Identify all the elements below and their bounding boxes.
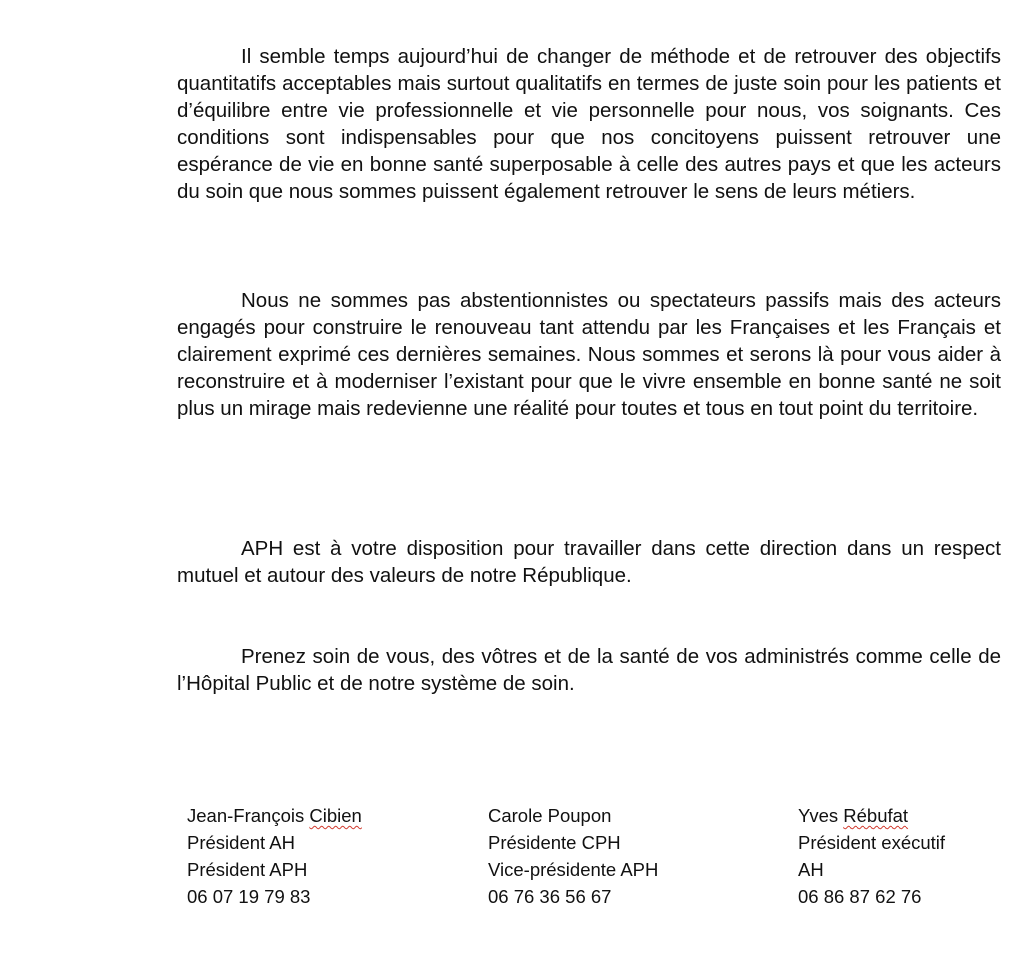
signatory-role-2: AH [798, 859, 824, 880]
paragraph-4-text: Prenez soin de vous, des vôtres et de la santé de vos administrés comme celle de l’Hôpital Public et de notre système de soin. [177, 645, 1001, 695]
paragraph-2 [177, 287, 1001, 422]
signatory-phone: 06 07 19 79 83 [187, 886, 311, 907]
signatory-first-name: Yves [798, 805, 839, 826]
paragraph-3-text: APH est à votre disposition pour travailler dans cette direction dans un respect mutuel et autour des valeurs de notre République. [177, 537, 1001, 587]
signatory-last-name: Cibien [309, 805, 362, 826]
signature-block [0, 802, 1024, 922]
signatory-phone: 06 76 36 56 67 [488, 886, 612, 907]
signatory-role-1: Président exécutif [798, 832, 946, 853]
signatory-1 [187, 802, 362, 910]
signatory-name [488, 802, 658, 829]
paragraph-4 [177, 643, 1001, 697]
signatory-first-name: Jean-François [187, 805, 305, 826]
signatory-name [798, 802, 945, 829]
signatory-role-2: Vice-présidente APH [488, 859, 659, 880]
signatory-last-name: Poupon [547, 805, 612, 826]
paragraph-2-text: Nous ne sommes pas abstentionnistes ou spectateurs passifs mais des acteurs engagés pour construire le renouveau tant attendu par les Françaises et les Français et clairement exprimé ces dernières semaines. Nous sommes et serons là pour vous aider à reconstruire et à moderniser l’existant pour que le vivre ensemble en bonne santé ne soit plus un mirage mais redevienne une réalité pour toutes et tous en tout point du territoire. [177, 289, 1001, 420]
signatory-role-1: Président AH [187, 832, 295, 853]
signatory-name [187, 802, 362, 829]
signatory-role-2: Président APH [187, 859, 308, 880]
signatory-3 [798, 802, 945, 910]
signatory-2 [488, 802, 658, 910]
signatory-phone: 06 86 87 62 76 [798, 886, 922, 907]
paragraph-1-text: Il semble temps aujourd’hui de changer de méthode et de retrouver des objectifs quantitatifs acceptables mais surtout qualitatifs en termes de juste soin pour les patients et d’équilibre entre vie professionnelle et vie personnelle pour nous, vos soignants. Ces conditions sont indispensables pour que nos concitoyens puissent retrouver une espérance de vie en bonne santé superposable à celle des autres pays et que les acteurs du soin que nous sommes puissent également retrouver le sens de leurs métiers. [177, 45, 1001, 203]
signatory-first-name: Carole [488, 805, 543, 826]
signatory-last-name: Rébufat [843, 805, 909, 826]
paragraph-1 [177, 43, 1001, 205]
signatory-role-1: Présidente CPH [488, 832, 621, 853]
paragraph-3 [177, 535, 1001, 589]
